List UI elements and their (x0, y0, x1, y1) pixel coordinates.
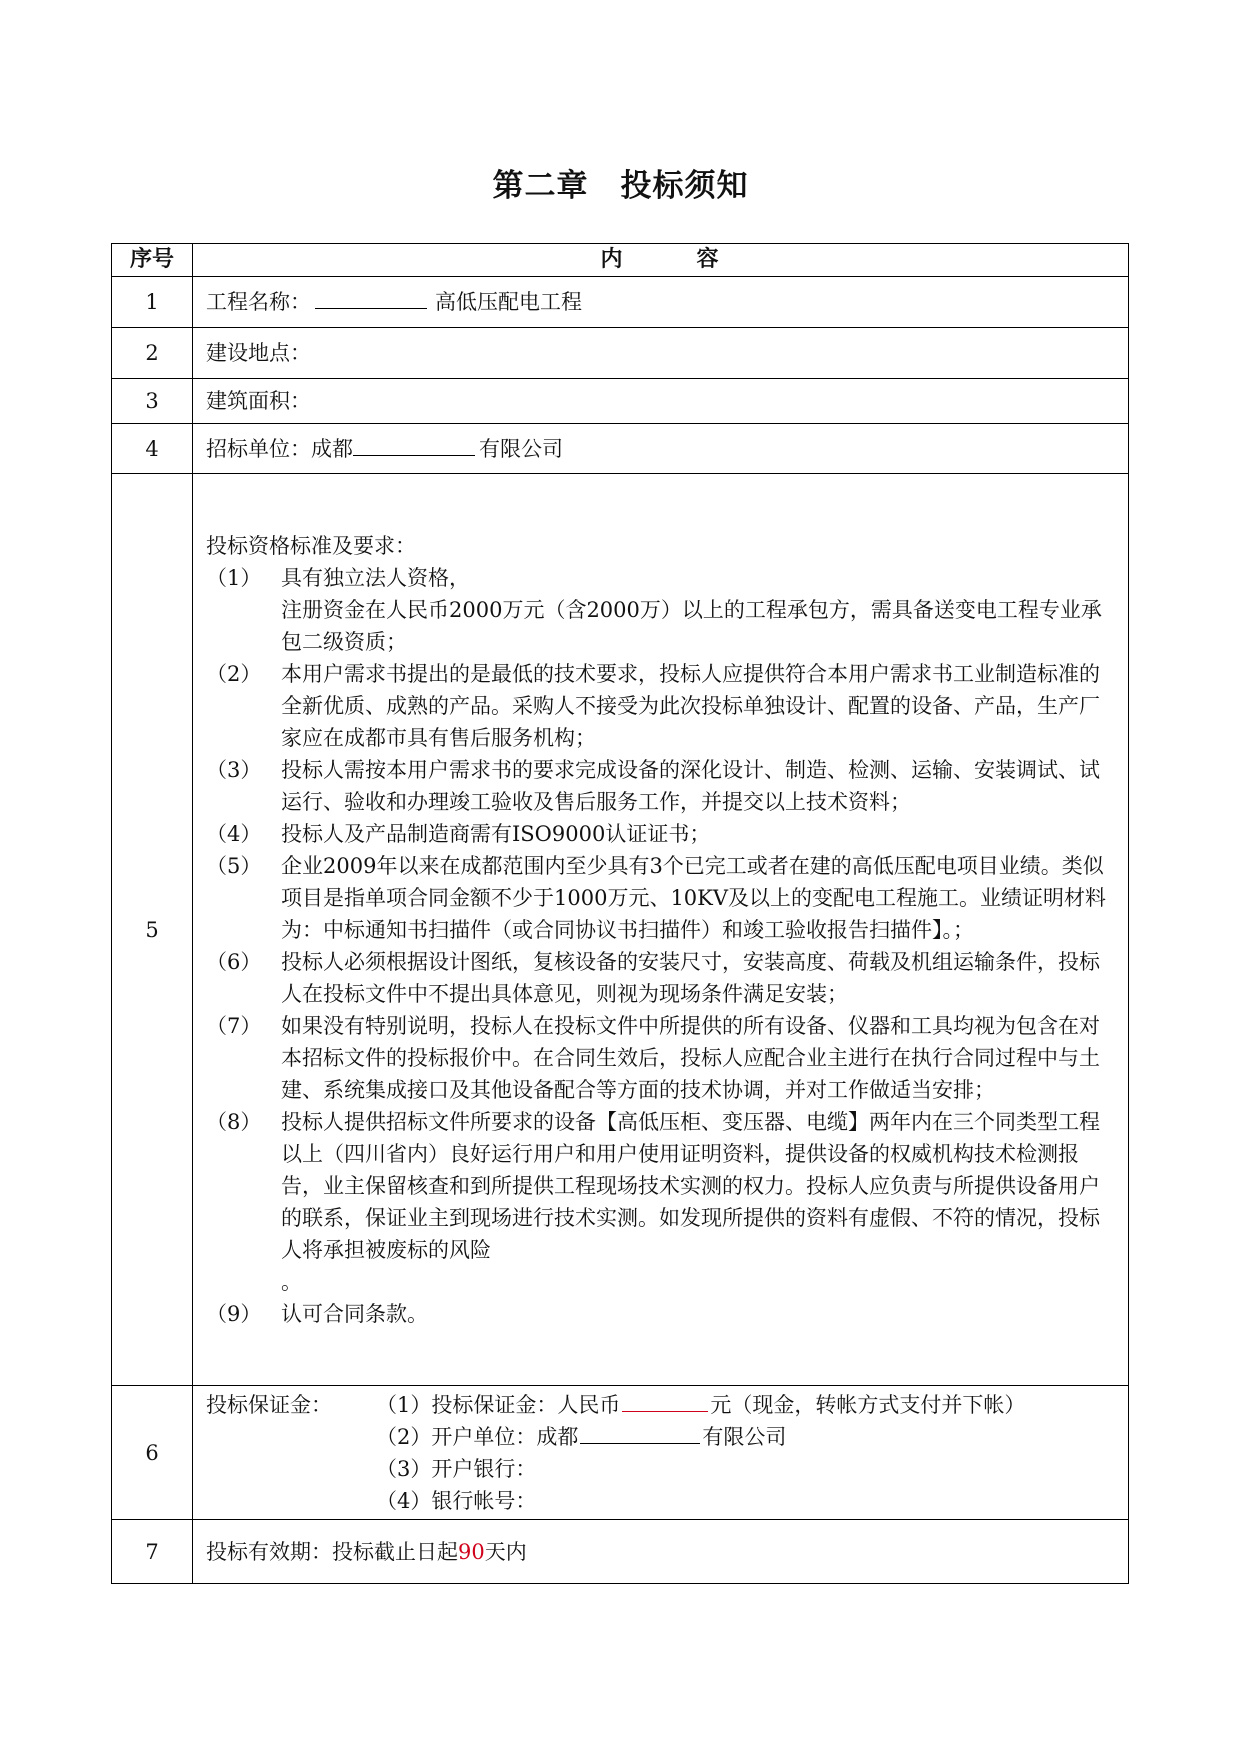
item-text: 投标人需按本用户需求书的要求完成设备的深化设计、制造、检测、运输、安装调试、试运行、验收和办理竣工验收及售后服务工作，并提交以上技术资料； (281, 757, 1100, 814)
row-content (193, 424, 1129, 474)
row-content (193, 277, 1129, 328)
item-line: 具有独立法人资格， (281, 565, 470, 590)
header-content: 内 容 (193, 244, 1129, 277)
item-text: 本用户需求书提出的是最低的技术要求，投标人应提供符合本用户需求书工业制造标准的全新优质、成熟的产品。采购人不接受为此次投标单独设计、配置的设备、产品，生产厂家应在成都市具有售后服务机构； (281, 661, 1100, 750)
item-text: 如果没有特别说明，投标人在投标文件中所提供的所有设备、仪器和工具均视为包含在对本招标文件的投标报价中。在合同生效后，投标人应配合业主进行在执行合同过程中与土建、系统集成接口及其他设备配合等方面的技术协调，并对工作做适当安排； (281, 1013, 1100, 1102)
list-item (206, 1298, 1118, 1330)
list-item (206, 946, 1118, 1010)
account-number-line: （4）银行帐号： (376, 1488, 537, 1513)
list-item (206, 818, 1118, 850)
table-header-row (112, 244, 1129, 277)
account-unit-line (376, 1421, 1118, 1453)
bid-validity-days: 90 (458, 1539, 485, 1564)
bid-validity-suffix: 天内 (484, 1539, 527, 1564)
bid-bond-payment-note: 元（现金，转帐方式支付并下帐） (710, 1392, 1026, 1417)
item-number: （7） (206, 1013, 262, 1038)
item-line: 注册资金在人民币2000万元（含2000万）以上的工程承包方，需具备送变电工程专业承包二级资质； (281, 597, 1102, 654)
item-text: 投标人必须根据设计图纸，复核设备的安装尺寸，安装高度、荷载及机组运输条件，投标人在投标文件中不提出具体意见，则视为现场条件满足安装； (281, 949, 1100, 1006)
bid-bond-amount-label: （1）投标保证金：人民币 (376, 1392, 621, 1417)
bank-line: （3）开户银行： (376, 1456, 537, 1481)
item-number: （8） (206, 1109, 262, 1134)
blank-line (315, 286, 427, 309)
row-number: 4 (112, 424, 193, 474)
table-row (112, 1520, 1129, 1584)
table-row (112, 379, 1129, 424)
row-number: 1 (112, 277, 193, 328)
item-number: （1） (206, 565, 262, 590)
table-row (112, 277, 1129, 328)
project-name-label: 工程名称： (206, 290, 311, 314)
item-number: （5） (206, 853, 262, 878)
bid-validity-label: 投标有效期：投标截止日起 (206, 1539, 458, 1564)
table-row (112, 424, 1129, 474)
item-text: 投标人及产品制造商需有ISO9000认证证书； (281, 821, 711, 846)
list-item (206, 850, 1118, 946)
bid-bond-lines (376, 1389, 1118, 1517)
bid-bond-amount-line (376, 1389, 1118, 1421)
list-item (206, 658, 1118, 754)
qualification-heading: 投标资格标准及要求： (206, 533, 416, 558)
bid-bond-block (206, 1389, 1118, 1517)
item-text: 认可合同条款。 (281, 1301, 428, 1326)
item-text: 企业2009年以来在成都范围内至少具有3个已完工或者在建的高低压配电项目业绩。类似项目是指单项合同金额不少于1000万元、10KV及以上的变配电工程施工。业绩证明材料为：中标通知书扫描件（或合同协议书扫描件）和竣工验收报告扫描件】。； (281, 853, 1107, 942)
account-unit-label: （2）开户单位：成都 (376, 1424, 579, 1449)
bidding-notice-table (111, 243, 1129, 1584)
item-number: （6） (206, 949, 262, 974)
row-number: 6 (112, 1386, 193, 1520)
header-no: 序号 (112, 244, 193, 277)
item-number: （3） (206, 757, 262, 782)
list-item (206, 754, 1118, 818)
bid-bond-label: 投标保证金： (206, 1392, 332, 1417)
list-item (206, 1106, 1118, 1298)
table-row (112, 474, 1129, 1386)
item-number: （4） (206, 821, 262, 846)
account-unit-suffix: 有限公司 (702, 1424, 787, 1449)
item-number: （2） (206, 661, 262, 686)
list-item (206, 1010, 1118, 1106)
blank-line (622, 1389, 708, 1412)
list-item (206, 562, 1118, 658)
building-area-label: 建筑面积： (193, 379, 1129, 424)
page-title: 第二章 投标须知 (492, 168, 749, 204)
table-row (112, 1386, 1129, 1520)
bid-bond (193, 1386, 1129, 1520)
row-number: 5 (112, 474, 193, 1386)
table-row (112, 328, 1129, 379)
item-line: 。 (281, 1269, 302, 1294)
item-number: （9） (206, 1301, 262, 1326)
project-name-value: 高低压配电工程 (435, 290, 582, 314)
bid-validity (193, 1520, 1129, 1584)
blank-line (353, 433, 475, 456)
construction-site-label: 建设地点： (193, 328, 1129, 379)
blank-line (580, 1421, 700, 1444)
qualification-requirements (193, 474, 1129, 1386)
item-text (281, 562, 1118, 658)
row-number: 2 (112, 328, 193, 379)
tenderer-label: 招标单位：成都 (206, 436, 353, 461)
tenderer-suffix: 有限公司 (479, 436, 563, 461)
row-number: 3 (112, 379, 193, 424)
item-text (281, 1106, 1118, 1298)
item-line: 投标人提供招标文件所要求的设备【高低压柜、变压器、电缆】两年内在三个同类型工程以上（四川省内）良好运行用户和用户使用证明资料，提供设备的权威机构技术检测报告，业主保留核查和到所提供工程现场技术实测的权力。投标人应负责与所提供设备用户的联系，保证业主到现场进行技术实测。如发现所提供的资料有虚假、不符的情况，投标人将承担被废标的风险 (281, 1109, 1100, 1262)
row-number: 7 (112, 1520, 193, 1584)
